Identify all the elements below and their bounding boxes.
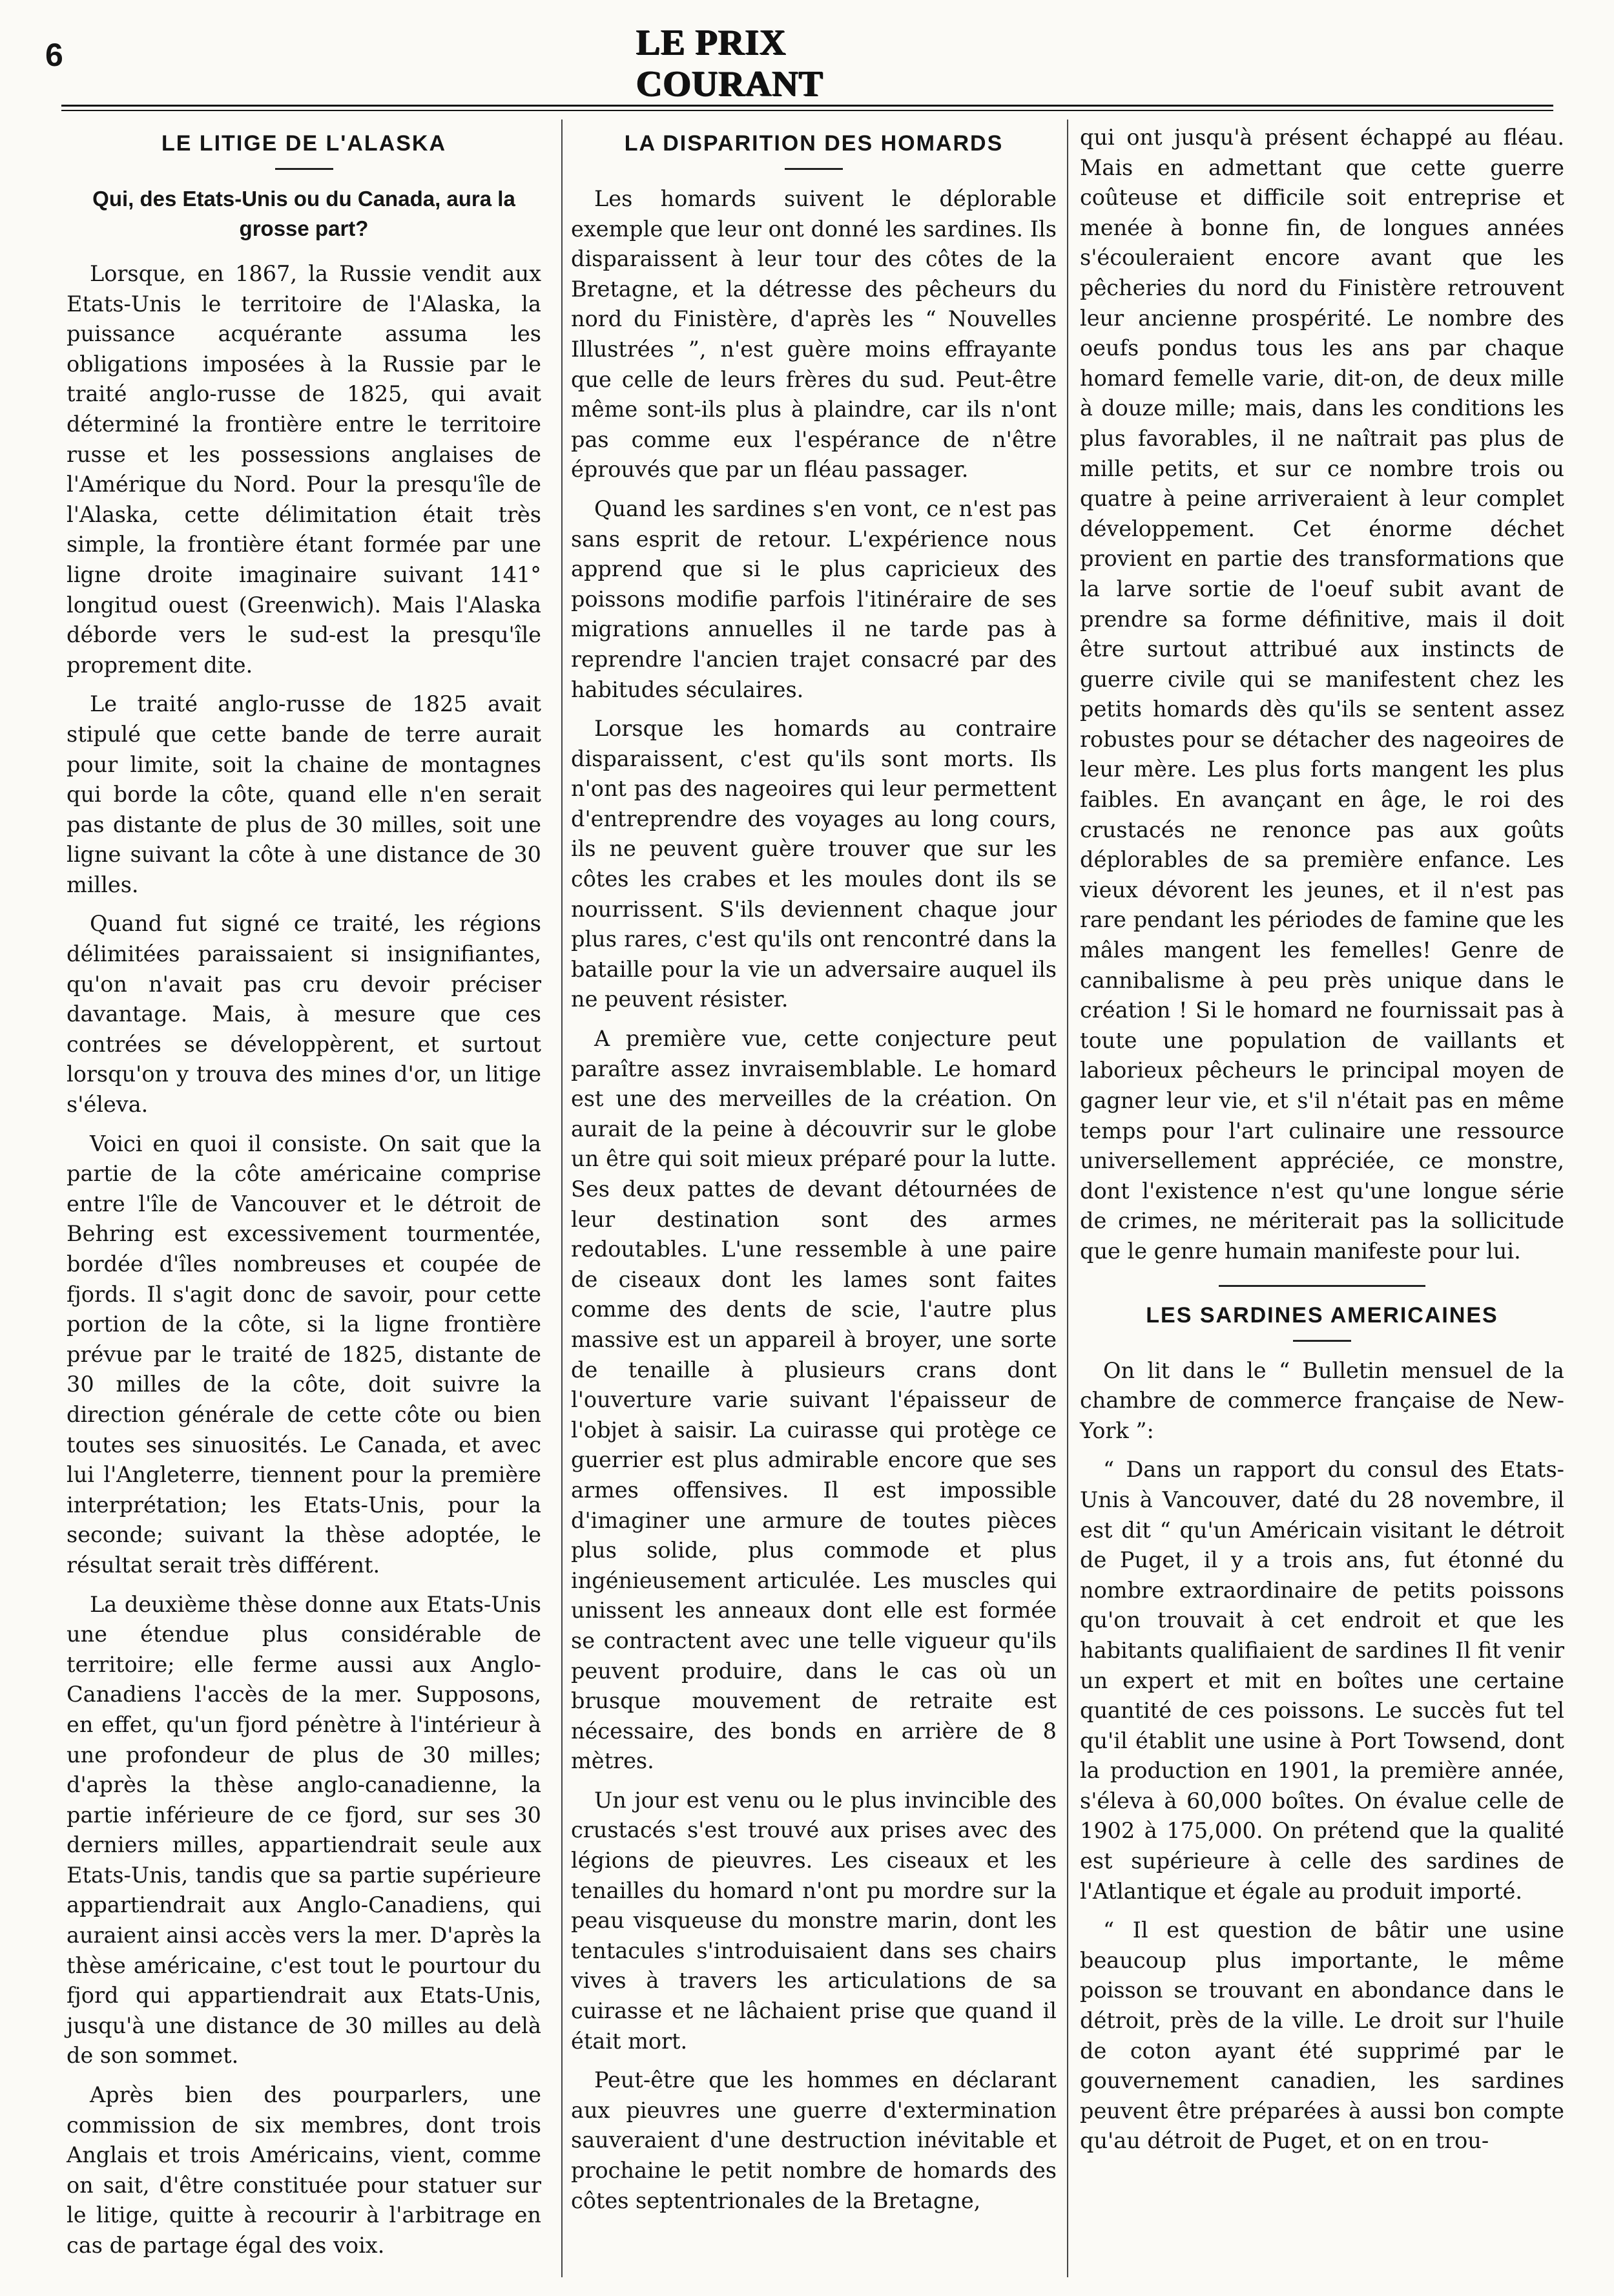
paragraph: On lit dans le “ Bulletin mensuel de la chambre de commerce française de New-York ”: [1080,1357,1564,1443]
masthead-logo: LE PRIX COURANT [636,23,824,104]
paragraph: Lorsque, en 1867, la Russie vendit aux Etats-Unis le territoire de l'Alaska, la puissance acquérante assuma les obligations imposées à la Russie par le traité anglo-russe de 1825, qui avait déterminé la frontière entre le territoire russe et les possessions anglaises de l'Amérique du Nord. Pour la presqu'île de l'Alaska, cette délimitation était très simple, la frontière étant formée par une ligne droite imaginaire suivant 141° longitud ouest (Greenwich). Mais l'Alaska déborde vers le sud-est la presqu'île proprement dite. [67,261,541,678]
headline-rule [275,168,333,170]
section-rule [1219,1285,1425,1287]
article-headline: LES SARDINES AMERICAINES [1146,1302,1498,1328]
headline-rule [1293,1340,1351,1342]
paragraph: A première vue, cette conjecture peut paraître assez invraisemblable. Le homard est une des merveilles de la création. On aurait de la peine à découvrir sur le globe un être qui soit mieux préparé pour la lutte. Ses deux pattes de devant détournées de leur destination sont des armes redoutables. L'une ressemble à une paire de ciseaux dont les lames sont faites comme des dents de scie, l'autre plus massive est un appareil à broyer, une sorte de tenaille à plusieurs crans dont l'ouverture varie suivant l'épaisseur de l'objet à saisir. La cuirasse qui protège ce guerrier est plus admirable encore que ses armes offensives. Il est impossible d'imaginer une armure de toutes pièces plus solide, plus commode et plus ingénieusement articulée. Les muscles qui unissent les anneaux dont elle est formée se contractent avec une telle vigueur qu'ils peuvent produire, dans le cas où un brusque mouvement de retraite est nécessaire, des bonds en arrière de 8 mètres. [571,1026,1057,1774]
paragraph: “ Dans un rapport du consul des Etats-Unis à Vancouver, daté du 28 novembre, il est dit “ qu'un Américain visitant le détroit de Puget, il y a trois ans, fut étonné du nombre extraordinaire de petits poissons qu'on trouvait à cet endroit et que les habitants qualifiaient de sardines Il fit venir un expert et mit en boîtes une certaine quantité de ces poissons. Le succès fut tel qu'il établit une usine à Port Towsend, dont la production en 1901, la première année, s'éleva à 60,000 boîtes. On évalue celle de 1902 à 175,000. On prétend que la qualité est supérieure à celle des sardines de l'Atlantique et égale au produit importé. [1080,1457,1564,1904]
article-headline: LA DISPARITION DES HOMARDS [624,131,1004,156]
column-homards [571,123,1057,2225]
paragraph: La deuxième thèse donne aux Etats-Unis une étendue plus considérable de territoire; elle ferme aussi aux Anglo-Canadiens l'accès de la mer. Supposons, en effet, qu'un fjord pénètre à l'intérieur à une profondeur de plus de 30 milles; d'après la thèse anglo-canadienne, la partie inférieure de ce fjord, sur ses 30 derniers milles, appartiendrait seule aux Etats-Unis, tandis que sa partie supérieure appartiendrait aux Anglo-Canadiens, qui auraient ainsi accès vers la mer. D'après la thèse américaine, c'est tout le pourtour du fjord qui appartiendrait aux Etats-Unis, jusqu'à une distance de 30 milles au delà de son sommet. [67,1591,541,2069]
continued-paragraph: qui ont jusqu'à présent échappé au fléau. Mais en admettant que cette guerre coûteuse et difficile soit entreprise et menée à bonne fin, de longues années s'écouleraient encore avant que les pêcheries du nord du Finistère retrouvent leur ancienne prospérité. Le nombre des oeufs pondus tous les ans par chaque homard femelle varie, dit-on, de deux mille à douze mille; mais, dans les conditions les plus favorables, il ne naîtrait pas plus de mille petits, et sur ce nombre trois ou quatre à peine arriveraient à leur complet développement. Cet énorme déchet provient en partie des transformations que la larve sortie de l'oeuf subit avant de prendre sa forme définitive, mais il doit être surtout attribué aux instincts de guerre civile qui se manifestent chez les petits homards dès qu'ils se sentent assez robustes pour se détacher des nageoires de leur mère. Les plus forts mangent les plus faibles. En avançant en âge, le roi des crustacés ne renonce pas aux goûts déplorables de sa première enfance. Les vieux dévorent les jeunes, et il n'est pas rare pendant les périodes de famine que les mâles mangent les femelles! Genre de cannibalisme à peu près unique dans le création ! Si le homard ne fournissait pas à toute une population de vaillants et laborieux pêcheurs le principal moyen de gagner leur vie, et s'il n'était pas en même temps pour l'art culinaire une ressource universellement appréciée, ce monstre, dont l'existence n'est qu'une longue série de crimes, ne mériterait pas la sollicitude que le genre humain manifeste pour lui. [1080,125,1564,1264]
paragraph: Un jour est venu ou le plus invincible des crustacés s'est trouvé aux prises avec des légions de pieuvres. Les ciseaux et les tenailles du homard n'ont pu mordre sur la peau visqueuse du monstre marin, dont les tentacules s'introduisaient dans ses chairs vives à travers les articulations de sa cuirasse et ne lâchaient prise que quand il était mort. [571,1787,1057,2054]
column-sardines [1080,123,1564,2166]
paragraph: Quand les sardines s'en vont, ce n'est pas sans esprit de retour. L'expérience nous apprend que si le plus capricieux des poissons modifie parfois l'itinéraire de ses migrations annuelles il ne tarde pas à reprendre l'ancien trajet consacré par des habitudes séculaires. [571,496,1057,702]
page-number: 6 [45,37,63,73]
paragraph: Après bien des pourparlers, une commission de six membres, dont trois Anglais et trois Américains, vient, comme on sait, d'être constituée pour statuer sur le litige, quitte à recourir à l'arbitrage en cas de partage égal des voix. [67,2082,541,2258]
column-alaska [67,123,541,2270]
paragraph: Voici en quoi il consiste. On sait que la partie de la côte américaine comprise entre l'île de Vancouver et le détroit de Behring est excessivement tourmentée, bordée d'îles nombreuses et coupée de fjords. Il s'agit donc de savoir, pour cette portion de la côte, si la ligne frontière prévue par le traité de 1825, distante de 30 milles de la côte, doit suivre la direction générale de cette côte ou bien toutes ses sinuosités. Le Canada, et avec lui l'Angleterre, tiennent pour la première interprétation; les Etats-Unis, pour la seconde; suivant la thèse adoptée, le résultat serait très différent. [67,1131,541,1578]
column-divider [561,120,563,2277]
column-divider [1067,120,1068,2277]
paragraph: Peut-être que les hommes en déclarant aux pieuvres une guerre d'extermination sauveraient d'une destruction inévitable et prochaine le petit nombre de homards des côtes septentrionales de la Bretagne, [571,2067,1057,2213]
paragraph: Lorsque les homards au contraire disparaissent, c'est qu'ils sont morts. Ils n'ont pas des nageoires qui leur permettent d'entreprendre des voyages au long cours, ils ne peuvent guère trouver que sur les côtes les crabes et les moules dont ils se nourrissent. S'ils deviennent chaque jour plus rares, c'est qu'ils ont rencontré dans la bataille pour la vie un adversaire auquel ils ne peuvent résister. [571,716,1057,1012]
header-rule [61,105,1553,107]
header-rule-thin [61,110,1553,111]
article-subheadline: Qui, des Etats-Unis ou du Canada, aura la grosse part? [92,187,515,240]
article-headline: LE LITIGE DE L'ALASKA [161,131,447,156]
paragraph: Les homards suivent le déplorable exemple que leur ont donné les sardines. Ils disparaissent à leur tour des côtes de la Bretagne, et la détresse des pêcheurs du nord du Finistère, d'après les “ Nouvelles Illustrées ”, n'est guère moins effrayante que celle de leurs frères du sud. Peut-être même sont-ils plus à plaindre, car ils n'ont pas comme eux l'espérance de n'être éprouvés que par un fléau passager. [571,186,1057,483]
paragraph: Le traité anglo-russe de 1825 avait stipulé que cette bande de terre aurait pour limite, soit la chaine de montagnes qui borde la côte, quand elle n'en serait pas distante de plus de 30 milles, soit une ligne suivant la côte à une distance de 30 milles. [67,691,541,897]
paragraph: “ Il est question de bâtir une usine beaucoup plus importante, le même poisson se trouvant en abondance dans le détroit, près de la ville. Le droit sur l'huile de coton ayant été supprimé par le gouvernement canadien, les sardines peuvent être préparées à aussi bon compte qu'au détroit de Puget, et on en trou- [1080,1917,1564,2154]
paragraph: Quand fut signé ce traité, les régions délimitées paraissaient si insignifiantes, qu'on n'avait pas cru devoir préciser davantage. Mais, à mesure que ces contrées se développèrent, et surtout lorsqu'on y trouva des mines d'or, un litige s'éleva. [67,911,541,1118]
headline-rule [785,168,843,170]
